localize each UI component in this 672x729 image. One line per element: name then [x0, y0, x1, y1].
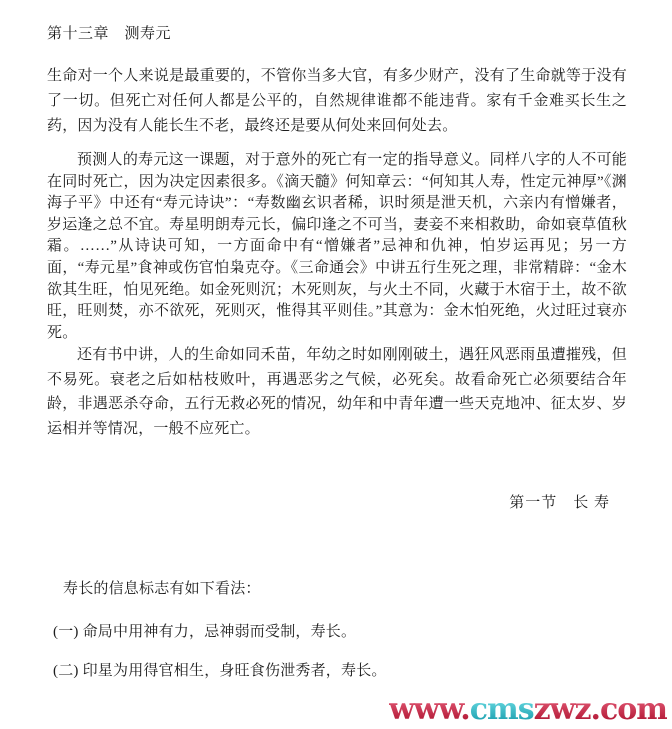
paragraph: 还有书中讲，人的生命如同禾苗，年幼之时如刚刚破土，遇狂风恶雨虽遭摧残，但不易死。衰老之后如枯枝败叶，再遇恶劣之气候，必死矣。故看命死亡必须要结合年龄，非遇恶杀夺命，五行无救必死的情况，幼年和中青年遭一些天克地冲、征太岁、岁运相并等情况，一般不应死亡。 [47, 347, 627, 437]
list-item [53, 659, 387, 680]
paragraph: 生命对一个人来说是最重要的，不管你当多大官，有多少财产，没有了生命就等于没有了一切。但死亡对任何人都是公平的，自然规律谁都不能违背。家有千金难买长生之药，因为没有人能长生不老，最终还是要从何处来回何处去。 [47, 68, 627, 134]
list-item-label: (一) [53, 624, 79, 640]
section-heading: 第一节 长 寿 [509, 495, 610, 511]
list-item [53, 620, 356, 641]
watermark [389, 694, 667, 726]
paragraph: 预测人的寿元这一课题，对于意外的死亡有一定的指导意义。同样八字的人不可能在同时死亡，因为决定因素很多。《滴天髓》何知章云：“何知其人寿，性定元神厚”《渊海子平》中还有“寿元诗诀”：“寿数幽玄识者稀，识时须是泄天机，六亲内有憎嫌者，岁运逢之总不宜。寿星明朗寿元长，偏印逢之不可当，妻妾不来相救助，命如衰草值秋霜。……”从诗诀可知，一方面命中有“憎嫌者”忌神和仇神，怕岁运再见；另一方面，“寿元星”食神或伤官怕枭克夺。《三命通会》中讲五行生死之理，非常精辟：“金木欲其生旺，怕见死绝。如金死则沉；木死则灰，与火土不同，火藏于木宿于土，故不欲旺，旺则焚，亦不欲死，死则灭，惟得其平则佳。”其意为：金木怕死绝，火过旺过衰亦死。 [47, 152, 627, 341]
chapter-heading: 第十三章 测寿元 [47, 26, 172, 42]
watermark-seg-2: zwz.com [533, 692, 667, 727]
list-item-text: 印星为用得官相生，身旺食伤泄秀者，寿长。 [82, 663, 387, 679]
watermark-seg-1: cms [469, 692, 534, 727]
list-item-label: (二) [53, 663, 79, 679]
watermark-seg-0: www. [388, 692, 470, 727]
list-item-text: 命局中用神有力，忌神弱而受制，寿长。 [82, 624, 357, 640]
list-intro: 寿长的信息标志有如下看法： [63, 581, 261, 597]
